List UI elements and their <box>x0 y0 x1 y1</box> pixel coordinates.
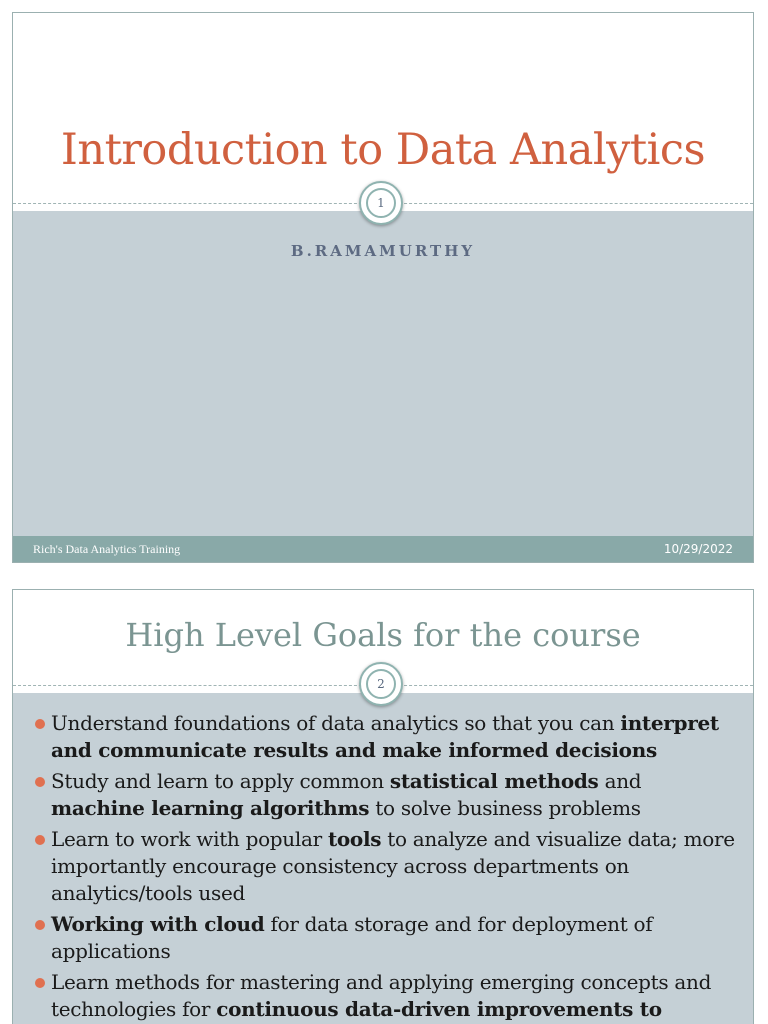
bullet-bold-text: tools <box>327 827 382 851</box>
slide-1-number: 1 <box>366 188 396 218</box>
bullet-dot-icon <box>35 920 45 930</box>
bullet-text: for data storage and for deployment of applications <box>51 912 653 963</box>
bullet-bold-text: interpret and communicate results and make informed decisions <box>51 711 719 762</box>
bullet-bold-text: continuous data-driven improvements to <box>216 997 662 1021</box>
slide-1-number-badge <box>359 181 403 225</box>
bullet-bold-text: machine learning algorithms <box>51 796 370 820</box>
bullet-dot-icon <box>35 777 45 787</box>
slide-1 <box>12 12 754 563</box>
slide-1-subtitle: B.RAMAMURTHY <box>290 242 476 260</box>
bullet-bold-text: statistical methods <box>389 769 599 793</box>
slide-2 <box>12 589 754 1024</box>
goals-bullet-list <box>33 710 737 1024</box>
slide-1-title: Introduction to Data Analytics <box>60 125 706 175</box>
goal-bullet-item <box>33 911 737 965</box>
footer-date: 10/29/2022 <box>663 542 733 556</box>
goal-bullet-item <box>33 826 737 907</box>
slide-1-footer <box>13 536 753 562</box>
bullet-text: to solve business problems <box>369 796 641 820</box>
bullet-text: Learn methods for mastering and applying emerging concepts and technologies for <box>51 970 712 1021</box>
bullet-dot-icon <box>35 719 45 729</box>
bullet-dot-icon <box>35 835 45 845</box>
bullet-text: Learn to work with popular <box>51 827 328 851</box>
slide-2-number: 2 <box>366 669 396 699</box>
bullet-dot-icon <box>35 978 45 988</box>
slide-2-number-badge <box>359 662 403 706</box>
bullet-text: to analyze and visualize data; more importantly encourage consistency across departments on analytics/tools used <box>51 827 735 905</box>
bullet-text: Understand foundations of data analytics so that you can <box>51 711 621 735</box>
bullet-text: Study and learn to apply common <box>51 769 390 793</box>
footer-left-text: Rich's Data Analytics Training <box>33 542 181 556</box>
goal-bullet-item <box>33 710 737 764</box>
bullet-text: and <box>598 769 642 793</box>
slide-2-title: High Level Goals for the course <box>125 616 641 654</box>
goal-bullet-item <box>33 969 737 1023</box>
goal-bullet-item <box>33 768 737 822</box>
bullet-bold-text: Working with cloud <box>51 912 265 936</box>
